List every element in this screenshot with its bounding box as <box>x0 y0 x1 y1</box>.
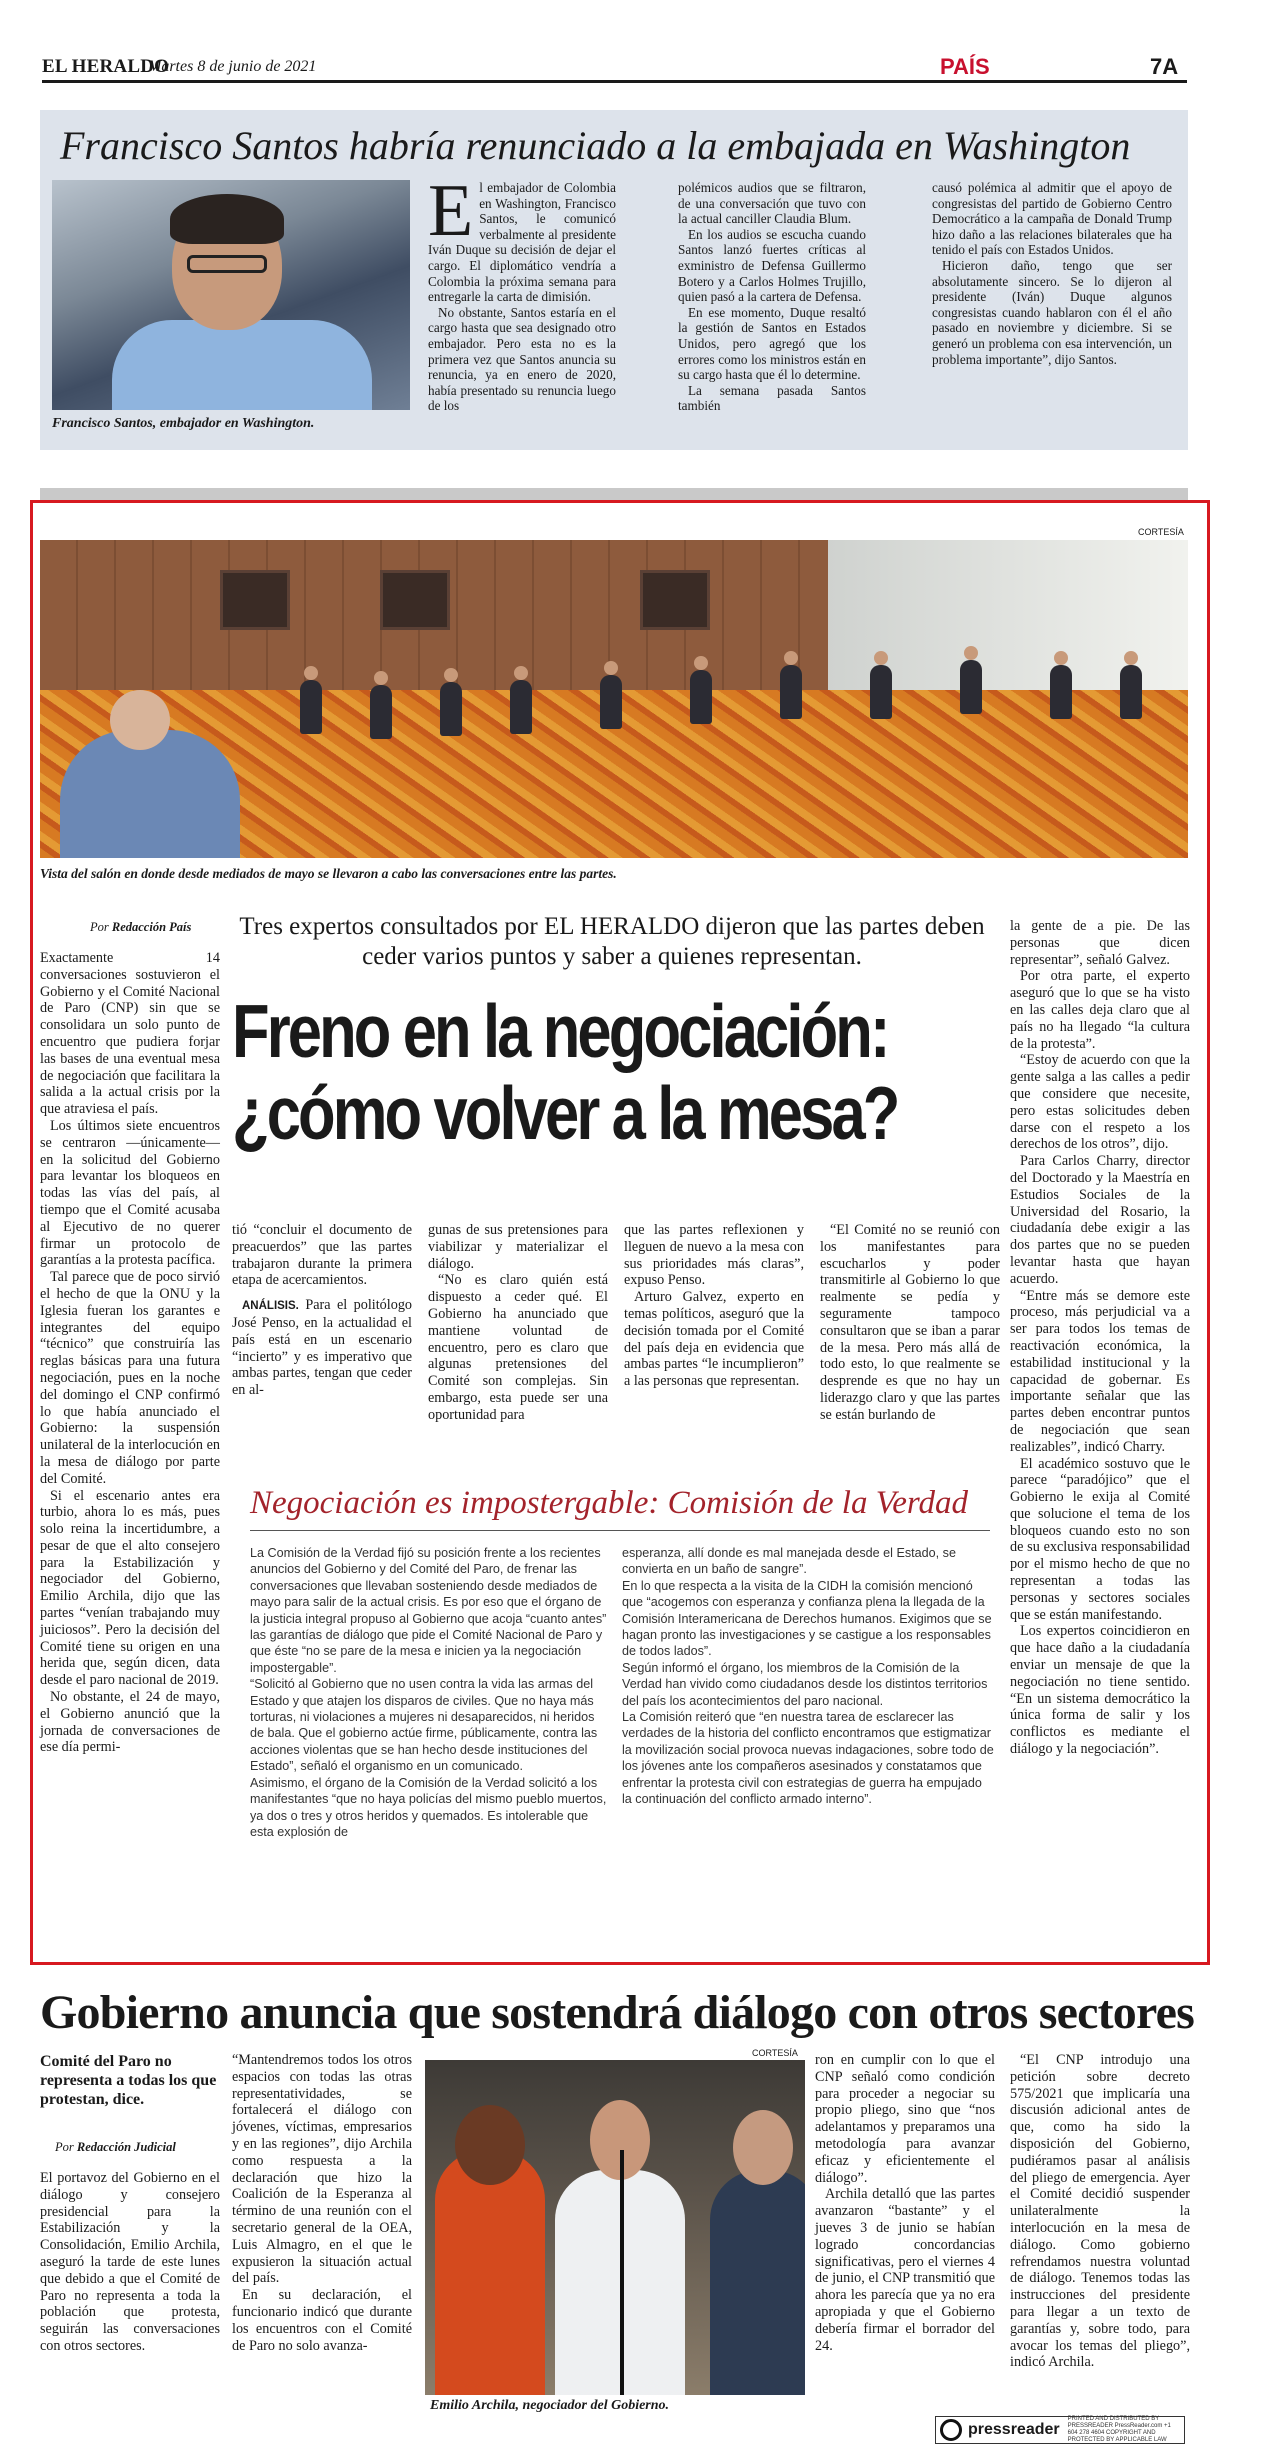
paragraph: la gente de a pie. De las personas que dicen representar”, señaló Galvez. <box>1010 918 1190 968</box>
bottom-story-col-1 <box>40 2170 220 2355</box>
paragraph: Tal parece que de poco sirvió el hecho de que la ONU y la Iglesia fueran los garantes e integrantes del equipo “técnico” que construiría las reglas básicas para una futura negociación, pues en la noche del domingo el CNP confirmó lo que había anunciado el Gobierno: la suspensión unilateral de la interlocución en la mesa de diálogo por parte del Comité. <box>40 1269 220 1487</box>
paragraph: que las partes reflexionen y lleguen de nuevo a la mesa con sus prioridades más claras”, expuso Penso. <box>624 1222 804 1289</box>
paragraph: Arturo Galvez, experto en temas políticos, aseguró que la decisión tomada por el Comité del país deja en evidencia que ambas partes “le incumplieron” a las personas que representan. <box>624 1289 804 1390</box>
byline-prefix: Por <box>90 920 109 934</box>
paragraph: “No es claro quién está dispuesto a ceder qué. El Gobierno ha anunciado que mantiene voluntad de encuentro, pero es claro que algunas pretensiones del Comité son complejas. Sin embargo, esta puede ser una oportunidad para <box>428 1272 608 1423</box>
paragraph: La semana pasada Santos también <box>678 382 866 414</box>
paragraph: Los últimos siete encuentros se centraron —únicamente— en la solicitud del Gobierno para levantar los bloqueos en todas las vías del país, al tiempo que el Comité acusaba al Ejecutivo de no querer firmar un protocolo de garantías a la protesta pacífica. <box>40 1117 220 1269</box>
santos-photo <box>52 180 410 410</box>
bottom-photo-credit: CORTESÍA <box>752 2048 798 2058</box>
paragraph: Si el escenario antes era turbio, ahora lo es más, pues solo reina la incertidumbre, a pesar de que el alto consejero para la Estabilización y negociador del Gobierno, Emilio Archila, dijo que las partes “venían trabajando muy juiciosos”. Pero la decisión del Comité tiene su origen en una herida que, según dicen, data desde el paro nacional de 2019. <box>40 1487 220 1689</box>
pressreader-name: pressreader <box>968 2421 1060 2438</box>
issue-date: Martes 8 de junio de 2021 <box>148 58 317 75</box>
top-story-title: Francisco Santos habría renunciado a la embajada en Washington <box>60 123 1131 168</box>
main-deck: Tres expertos consultados por EL HERALDO dijeron que las partes deben ceder varios puntos y saber a quienes representan. <box>239 913 985 970</box>
bottom-photo-caption: Emilio Archila, negociador del Gobierno. <box>430 2398 670 2413</box>
top-story-col-1 <box>428 170 616 414</box>
main-story-mid-col-1 <box>232 1222 412 1399</box>
paragraph: “El CNP introdujo una petición sobre decreto 575/2021 que implicaría una discusión adicional antes de que, como ha sido la disposición del Gobierno, pudiéramos pasar al análisis del pliego de emergencia. Ayer el Comité decidió suspender unilateralmente la interlocución en la mesa de diálogo. Como gobierno refrendamos nuestra voluntad de diálogo. Tenemos todas las instrucciones del presidente para llegar a un texto de garantías y, sobre todo, para avocar los temas del pliego”, indicó Archila. <box>1010 2052 1190 2371</box>
section-name: PAÍS <box>940 54 990 79</box>
bottom-story-col-2 <box>232 2052 412 2354</box>
paragraph: tió “concluir el documento de preacuerdos” que las partes trabajaron durante la primera etapa de acercamientos. <box>232 1222 412 1289</box>
headline-line-2: ¿cómo volver a la mesa? <box>232 1071 898 1155</box>
paragraph: No obstante, Santos estaría en el cargo hasta que sea designado otro embajador. Pero esta no es la primera vez que Santos anuncia su renuncia, ya en enero de 2020, había presentado su renuncia luego de los <box>428 304 616 414</box>
analysis-label: ANÁLISIS. <box>242 1300 299 1313</box>
paragraph: Según informó el órgano, los miembros de la Comisión de la Verdad han vivido como ciudadanos desde los distintos territorios del país los acontecimientos del paro nacional. <box>622 1660 988 1708</box>
header-rule <box>42 80 1187 83</box>
paragraph: “Solicitó al Gobierno que no usen contra la vida las armas del Estado y que atajen los disparos de civiles. Que no haya más torturas, ni violaciones a mujeres ni desaparecidos, ni heridos de bala. Que el gobierno actúe firme, públicamente, contra las acciones violentas que se han hecho desde instituciones del Estado”, señaló el organismo en un comunicado. <box>250 1677 598 1774</box>
meeting-room-photo <box>40 540 1188 858</box>
paragraph: La Comisión reiteró que “en nuestra tarea de esclarecer las verdades de la historia del conflicto encontramos que estigmatizar la movilización social provoca nuevas indagaciones, sobre todo de los jóvenes ante los compañeros asesinados y constatamos que enfrentar la protesta civil con estrategias de guerra ha empujado la continuación del conflicto armado interno”. <box>622 1710 994 1807</box>
paragraph: “Entre más se demore este proceso, más perjudicial va a ser para todos los temas de reactivación económica, la estabilidad institucional y la capacidad de gobernar. Es importante señalar que las partes deben encontrar puntos de negociación que sean realizables”, indicó Charry. <box>1010 1287 1190 1455</box>
publication-name: EL HERALDO <box>42 56 170 77</box>
analysis-paragraph <box>232 1297 412 1399</box>
separator-bar <box>40 488 1188 500</box>
bottom-byline <box>55 2140 176 2155</box>
paragraph: En lo que respecta a la visita de la CIDH la comisión mencionó que “acogemos con esperanza y confianza plena la llegada de la Comisión Interamericana de Derechos humanos. Exigimos que se hagan pronto las investigaciones y se castigue a los responsables de todos lados”. <box>622 1578 992 1659</box>
byline-prefix: Por <box>55 2140 74 2154</box>
paragraph: “Estoy de acuerdo con que la gente salga a las calles a pedir que considere que necesite, pero estas solicitudes deben darse con el respeto a los derechos de los otros”, dijo. <box>1010 1052 1190 1153</box>
paragraph: La Comisión de la Verdad fijó su posición frente a los recientes anuncios del Gobierno y del Comité del Paro, de frenar las conversaciones que llevaban sosteniendo desde mediados de mayo para salir de la actual crisis. Es por eso que el órgano de la justicia integral propuso al Gobierno que acoja “cuanto antes” las garantías de diálogo que pide el Comité Nacional de Paro y que éste “no se pare de la mesa e inicien ya la negociación impostergable”. <box>250 1546 607 1675</box>
byline <box>90 920 191 935</box>
paragraph: Archila detalló que las partes avanzaron “bastante” y el jueves 3 de junio se habían logrado concordancias significativas, pero el viernes 4 de junio, el CNP transmitió que ahora les parecía que ya no era apropiada y que el Gobierno debería firmar el borrador del 24. <box>815 2186 995 2354</box>
paragraph: El portavoz del Gobierno en el diálogo y consejero presidencial para la Estabilización y la Consolidación, Emilio Archila, aseguró la tarde de este lunes que debido a que el Comité de Paro no representa a toda la población que protesta, seguirán las conversaciones con otros sectores. <box>40 2170 220 2354</box>
bottom-story-col-4 <box>1010 2052 1190 2371</box>
sidebar-rule <box>250 1530 990 1531</box>
main-photo-caption: Vista del salón en donde desde mediados de mayo se llevaron a cabo las conversaciones entre las partes. <box>40 866 617 881</box>
archila-photo <box>425 2060 805 2395</box>
pressreader-icon <box>940 2419 962 2441</box>
paragraph: Para Carlos Charry, director del Doctorado y la Maestría en Estudios Sociales de la Universidad del Rosario, la ciudadanía debe exigir a las dos partes que no se pueden levantar hasta que hayan acuerdo. <box>1010 1153 1190 1287</box>
main-story-mid-col-3 <box>624 1222 804 1390</box>
byline-author: Redacción País <box>111 920 192 934</box>
paragraph: Por otra parte, el experto aseguró que lo que se ha visto en las calles deja claro que al país no ha llegado “la cultura de la protesta”. <box>1010 968 1190 1052</box>
main-headline <box>232 990 1003 1154</box>
bottom-story-deck: Comité del Paro no representa a todas los que protestan, dice. <box>40 2053 217 2108</box>
drop-cap: E <box>428 170 474 252</box>
paragraph: “Mantendremos todos los otros espacios con todas las otras representatividades, se fortalecerá el diálogo con jóvenes, víctimas, empresarios y en las regiones”, dijo Archila como respuesta a la declaración que hizo la Coalición de la Esperanza al término de una reunión con el secretario general de la OEA, Luis Almagro, en el que le expusieron la situación actual del país. <box>232 2052 412 2287</box>
paragraph: polémicos audios que se filtraron, de una conversación que tuvo con la actual canciller Claudia Blum. <box>678 180 866 227</box>
pressreader-notice: PRINTED AND DISTRIBUTED BY PRESSREADER PressReader.com +1 604 278 4604 COPYRIGHT AND PROTECTED BY APPLICABLE LAW <box>1067 2416 1171 2443</box>
main-story-left-col <box>40 950 220 1756</box>
paragraph: l embajador de Colombia en Washington, Francisco Santos, le comunicó verbalmente al presidente Iván Duque su decisión de dejar el cargo. El diplomático vendría a Colombia la próxima semana para entregarle la carta de dimisión. <box>428 180 616 305</box>
top-story-col-2 <box>678 180 866 414</box>
paragraph: El académico sostuvo que le parece “paradójico” que el Gobierno le exija al Comité que solucione el tema de los bloqueos cuando esto no son de su exclusiva responsabilidad por el mismo hecho de que no representan a todas las personas y sectores sociales que se están manifestando. <box>1010 1455 1190 1623</box>
sidebar-col-1 <box>250 1545 610 1840</box>
paragraph: No obstante, el 24 de mayo, el Gobierno anunció que la jornada de conversaciones de ese día permi- <box>40 1689 220 1756</box>
paragraph: Asimismo, el órgano de la Comisión de la Verdad solicitó a los manifestantes “que no haya policías del mismo pueblo muertos, ya dos o tres y otros heridos y quemados. Es intolerable que esta explosión de <box>250 1775 607 1839</box>
main-story-mid-col-2 <box>428 1222 608 1424</box>
paragraph: En ese momento, Duque resaltó la gestión de Santos en Estados Unidos, pero agregó que los errores como los ministros están en su cargo hasta que él lo determine. <box>678 304 866 383</box>
main-story-mid-col-4 <box>820 1222 1000 1424</box>
photo-credit: CORTESÍA <box>1138 527 1184 537</box>
paragraph: causó polémica al admitir que el apoyo de congresistas del partido de Gobierno Centro Democrático a la campaña de Donald Trump hizo daño a las relaciones bilaterales que ha tenido el país con Estados Unidos. <box>932 180 1172 258</box>
paragraph: “El Comité no se reunió con los manifestantes para escucharlos y poder transmitirle al Gobierno lo que realmente se pedía y seguramente tampoco consultaron que se iban a parar de la mesa. Pero más allá de todo esto, lo que realmente se desprende es que no hay un liderazgo claro y que las partes se están burlando de <box>820 1222 1000 1423</box>
paragraph: ron en cumplir con lo que el CNP señaló como condición para proceder a negociar su propio pliego, sino que “nos adelantamos y preparamos una metodología para avanzar eficaz y eficientemente el diálogo”. <box>815 2052 995 2186</box>
paragraph: Los expertos coincidieron en que hace daño a la ciudadanía enviar un mensaje de que la negociación no tiene sentido. “En un sistema democrático la única forma de salir y los conflictos es mediante el diálogo y la negociación”. <box>1010 1623 1190 1758</box>
sidebar-col-2 <box>622 1545 994 1808</box>
paragraph: gunas de sus pretensiones para viabilizar y materializar el diálogo. <box>428 1222 608 1272</box>
paragraph: esperanza, allí donde es mal manejada desde el Estado, se convierta en un baño de sangre”. <box>622 1546 956 1577</box>
main-story-right-col <box>1010 918 1190 1758</box>
sidebar-title: Negociación es impostergable: Comisión de la Verdad <box>250 1485 968 1521</box>
bottom-story-title: Gobierno anuncia que sostendrá diálogo con otros sectores <box>40 1986 1195 2039</box>
paragraph: Exactamente 14 conversaciones sostuvieron el Gobierno y el Comité Nacional de Paro (CNP) sin que se consolidara un solo punto de encuentro que pudiera forjar las bases de una eventual mesa de negociación que facilitara la salida a la actual crisis por la que atraviesa el país. <box>40 950 220 1118</box>
top-story-caption: Francisco Santos, embajador en Washington. <box>52 416 315 431</box>
pressreader-logo <box>935 2416 1185 2444</box>
paragraph: En los audios se escucha cuando Santos lanzó fuertes críticas al exministro de Defensa Guillermo Botero y a Carlos Holmes Trujillo, quien pasó a la cartera de Defensa. <box>678 226 866 305</box>
paragraph: Hicieron daño, tengo que ser absolutamente sincero. Se lo dijeron al presidente (Iván) Duque algunos congresistas cuando hablaron con él el año pasado en noviembre y diciembre. Si se generó un problema con esa intervención, un problema importante”, dijo Santos. <box>932 257 1172 367</box>
paragraph: En su declaración, el funcionario indicó que durante los encuentros con el Comité de Paro no solo avanza- <box>232 2287 412 2354</box>
byline-author: Redacción Judicial <box>76 2140 176 2154</box>
page-number: 7A <box>1150 54 1179 79</box>
analysis-text: Para el politólogo José Penso, en la actualidad el país está en un escenario “incierto” y es imperativo que ambas partes, tengan que ceder en al- <box>232 1297 413 1399</box>
bottom-story-col-3 <box>815 2052 995 2354</box>
top-story-col-3 <box>932 180 1172 367</box>
headline-line-1: Freno en la negociación: <box>232 989 888 1073</box>
